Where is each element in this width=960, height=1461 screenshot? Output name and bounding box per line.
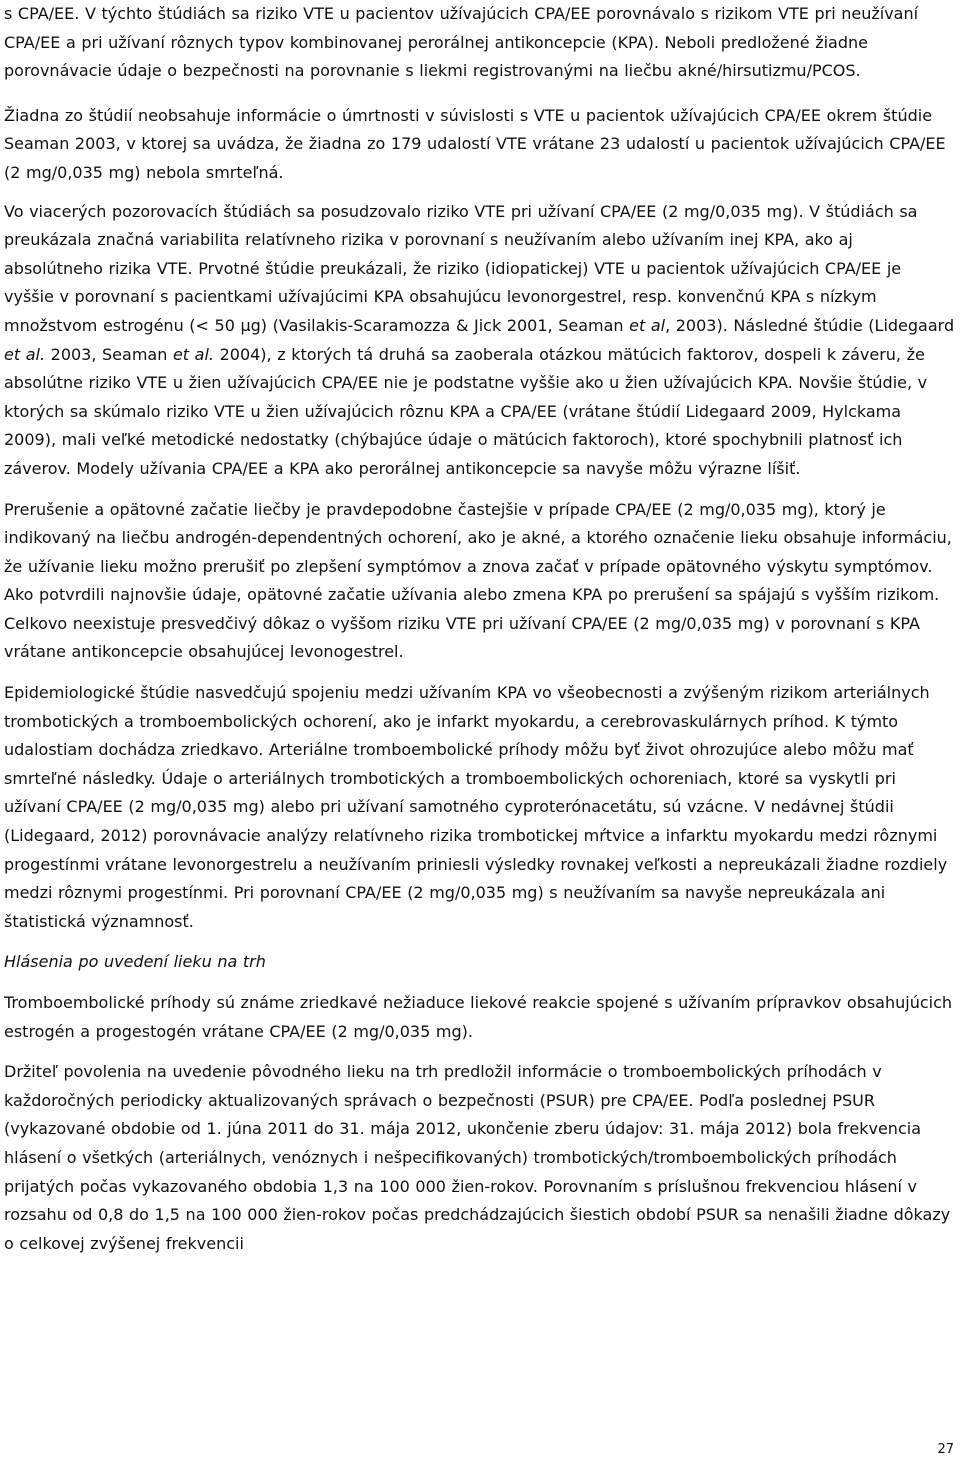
paragraph-psur: Držiteľ povolenia na uvedenie pôvodného lieku na trh predložil informácie o tromboembolických príhodách v každoročných periodicky aktualizovaných správach o bezpečnosti (PSUR) pre CPA/EE. Podľa poslednej PSUR (vykazované obdobie od 1. júna 2011 do 31. mája 2012, ukončenie zberu údajov: 31. mája 2012) bola frekvencia hlásení o všetkých (arteriálnych, venóznych i nešpecifikovaných) trombotických/tromboembolických príhodách prijatých počas vykazovaného obdobia 1,3 na 100 000 žien-rokov. Porovnaním s príslušnou frekvenciou hlásení v rozsahu od 0,8 do 1,5 na 100 000 žien-rokov počas predchádzajúcich šiestich období PSUR sa nenašili žiadne dôkazy o celkovej zvýšenej frekvencii [4,1062,951,1253]
paragraph-epidemiology: Epidemiologické štúdie nasvedčujú spojeniu medzi užívaním KPA vo všeobecnosti a zvýšeným rizikom arteriálnych trombotických a tromboembolických ochorení, ako je infarkt myokardu, a cerebrovaskulárnych príhod. K týmto udalostiam dochádza zriedkavo. Arteriálne tromboembolické príhody môžu byť život ohrozujúce alebo môžu mať smrteľné následky. Údaje o arteriálnych trombotických a tromboembolických ochoreniach, ktoré sa vyskytli pri užívaní CPA/EE (2 mg/0,035 mg) alebo pri užívaní samotného cyproterónacetátu, sú vzácne. V nedávnej štúdii (Lidegaard, 2012) porovnávacie analýzy relatívneho rizika trombotickej mŕtvice a infarktu myokardu medzi rôznymi progestínmi vrátane levonorgestrelu a neužívaním priniesli výsledky rovnakej veľkosti a nepreukázali žiadne rozdiely medzi rôznymi progestínmi. Pri porovnaní CPA/EE (2 mg/0,035 mg) s neužívaním sa navyše nepreukázala ani štatistická významnosť. [4,683,948,931]
paragraph-observational-studies [4,198,956,484]
italic-et-al: et al. [172,344,214,364]
text-segment: 2004), z ktorých tá druhá sa zaoberala otázkou mätúcich faktorov, dospeli k záveru, že absolútne riziko VTE u žien užívajúcich CPA/EE nie je podstatne vyššie ako u žien užívajúcich KPA. Novšie štúdie, v ktorých sa skúmalo riziko VTE u žien užívajúcich rôznu KPA a CPA/EE (vrátane štúdií Lidegaard 2009, Hylckama 2009), mali veľké metodické nedostatky (chýbajúce údaje o mätúcich faktoroch), ktoré spochybnili platnosť ich záverov. Modely užívania CPA/EE a KPA ako perorálnej antikoncepcie sa navyše môžu výrazne líšiť. [4,344,928,478]
text-segment: , 2003). Následné štúdie (Lidegaard [665,315,955,335]
paragraph-mortality: Žiadna zo štúdií neobsahuje informácie o úmrtnosti v súvislosti s VTE u pacientok užívajúcich CPA/EE okrem štúdie Seaman 2003, v ktorej sa uvádza, že žiadna zo 179 udalostí VTE vrátane 23 udalostí u pacientok užívajúcich CPA/EE (2 mg/0,035 mg) nebola smrteľná. [4,105,946,182]
paragraph-thromboembolic-events: Tromboembolické príhody sú známe zriedkavé nežiaduce liekové reakcie spojené s užívaním prípravkov obsahujúcich estrogén a progestogén vrátane CPA/EE (2 mg/0,035 mg). [4,993,953,1041]
paragraph-cpa-ee-studies: s CPA/EE. V týchto štúdiách sa riziko VTE u pacientov užívajúcich CPA/EE porovnávalo s rizikom VTE pri neužívaní CPA/EE a pri užívaní rôznych typov kombinovanej perorálnej antikoncepcie (KPA). Neboli predložené žiadne porovnávacie údaje o bezpečnosti na porovnanie s liekmi registrovanými na liečbu akné/hirsutizmu/PCOS. [4,4,919,81]
italic-et-al: et al [629,315,666,335]
section-heading-post-marketing: Hlásenia po uvedení lieku na trh [4,952,266,972]
document-body [4,0,956,1258]
text-segment: Vo viacerých pozorovacích štúdiách sa posudzovalo riziko VTE pri užívaní CPA/EE (2 mg/0,035 mg). V štúdiách sa preukázala značná variabilita relatívneho rizika v porovnaní s neužívaním alebo užívaním inej KPA, ako aj absolútneho rizika VTE. Prvotné štúdie preukázali, že riziko (idiopatickej) VTE u pacientok užívajúcich CPA/EE je vyššie v porovnaní s pacientkami užívajúcimi KPA obsahujúcu levonorgestrel, resp. konvenčnú KPA s nízkym množstvom estrogénu (< 50 µg) (Vasilakis-Scaramozza & Jick 2001, Seaman [4,201,918,335]
italic-et-al: et al. [4,344,46,364]
text-segment: 2003, Seaman [45,344,173,364]
page-number: 27 [937,1442,954,1457]
paragraph-interruption: Prerušenie a opätovné začatie liečby je pravdepodobne častejšie v prípade CPA/EE (2 mg/0,035 mg), ktorý je indikovaný na liečbu androgén-dependentných ochorení, ako je akné, a ktorého označenie lieku obsahuje informáciu, že užívanie lieku možno prerušiť po zlepšení symptómov a znova začať v prípade opätovného výskytu symptómov. Ako potvrdili najnovšie údaje, opätovné začatie užívania alebo zmena KPA po prerušení sa spájajú s vyšším rizikom. Celkovo neexistuje presvedčivý dôkaz o vyššom riziku VTE pri užívaní CPA/EE (2 mg/0,035 mg) v porovnaní s KPA vrátane antikoncepcie obsahujúcej levonogestrel. [4,499,952,662]
